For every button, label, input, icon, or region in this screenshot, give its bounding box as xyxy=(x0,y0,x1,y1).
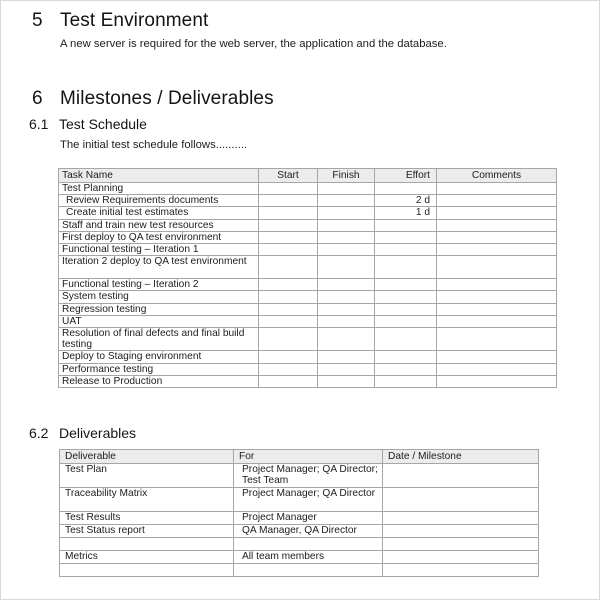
schedule-table-body xyxy=(59,183,557,388)
cell-deliverable: Metrics xyxy=(60,551,234,564)
cell-comments xyxy=(437,207,557,219)
cell-effort xyxy=(375,219,437,231)
cell-finish xyxy=(318,328,375,351)
cell-comments xyxy=(437,256,557,279)
cell-deliverable: Test Results xyxy=(60,512,234,525)
cell-effort xyxy=(375,303,437,315)
table-row xyxy=(59,351,557,363)
cell-finish xyxy=(318,315,375,327)
cell-finish xyxy=(318,291,375,303)
cell-effort xyxy=(375,351,437,363)
cell-date xyxy=(383,551,539,564)
section-6-heading xyxy=(32,88,274,110)
table-row xyxy=(59,303,557,315)
cell-effort xyxy=(375,363,437,375)
cell-task: Deploy to Staging environment xyxy=(59,351,259,363)
column-header-deliverable: Deliverable xyxy=(60,450,234,464)
cell-effort xyxy=(375,375,437,387)
section-6-1-heading xyxy=(29,116,147,132)
table-row xyxy=(59,291,557,303)
cell-finish xyxy=(318,244,375,256)
cell-finish xyxy=(318,219,375,231)
cell-finish xyxy=(318,256,375,279)
table-row xyxy=(59,256,557,279)
cell-finish xyxy=(318,231,375,243)
cell-start xyxy=(259,279,318,291)
cell-task: First deploy to QA test environment xyxy=(59,231,259,243)
table-row xyxy=(60,464,539,488)
cell-finish xyxy=(318,303,375,315)
cell-task: Release to Production xyxy=(59,375,259,387)
table-header-row xyxy=(59,169,557,183)
section-6-2-number: 6.2 xyxy=(29,425,49,441)
cell-date xyxy=(383,525,539,538)
cell-effort xyxy=(375,315,437,327)
cell-comments xyxy=(437,231,557,243)
section-6-number: 6 xyxy=(32,88,43,109)
cell-date xyxy=(383,488,539,512)
cell-effort xyxy=(375,328,437,351)
cell-effort xyxy=(375,256,437,279)
cell-comments xyxy=(437,183,557,195)
cell-effort xyxy=(375,279,437,291)
cell-for: All team members xyxy=(234,551,383,564)
cell-task: Review Requirements documents xyxy=(59,195,259,207)
cell-finish xyxy=(318,363,375,375)
test-schedule-table xyxy=(58,168,557,388)
table-row xyxy=(59,328,557,351)
cell-effort xyxy=(375,231,437,243)
table-row xyxy=(59,219,557,231)
cell-for: Project Manager; QA Director; Test Team xyxy=(234,464,383,488)
section-5-heading xyxy=(32,10,208,32)
cell-finish xyxy=(318,207,375,219)
document-body xyxy=(1,1,599,599)
cell-finish xyxy=(318,195,375,207)
cell-comments xyxy=(437,328,557,351)
cell-date xyxy=(383,564,539,577)
schedule-table-header xyxy=(59,169,557,183)
cell-effort xyxy=(375,183,437,195)
cell-date xyxy=(383,512,539,525)
cell-effort: 1 d xyxy=(375,207,437,219)
cell-comments xyxy=(437,219,557,231)
table-row xyxy=(60,525,539,538)
section-6-1-title: Test Schedule xyxy=(59,116,147,132)
cell-date xyxy=(383,538,539,551)
table-header-row xyxy=(60,450,539,464)
deliverables-table-body xyxy=(60,464,539,577)
table-row xyxy=(59,244,557,256)
cell-effort xyxy=(375,244,437,256)
cell-start xyxy=(259,195,318,207)
cell-start xyxy=(259,219,318,231)
cell-deliverable: Test Status report xyxy=(60,525,234,538)
cell-start xyxy=(259,207,318,219)
cell-comments xyxy=(437,351,557,363)
cell-task: Create initial test estimates xyxy=(59,207,259,219)
column-header-task-name: Task Name xyxy=(59,169,259,183)
cell-for xyxy=(234,564,383,577)
cell-start xyxy=(259,244,318,256)
column-header-date-milestone: Date / Milestone xyxy=(383,450,539,464)
cell-for: QA Manager, QA Director xyxy=(234,525,383,538)
cell-for xyxy=(234,538,383,551)
cell-comments xyxy=(437,303,557,315)
cell-comments xyxy=(437,363,557,375)
cell-for: Project Manager xyxy=(234,512,383,525)
cell-for: Project Manager; QA Director xyxy=(234,488,383,512)
section-6-title: Milestones / Deliverables xyxy=(60,88,274,109)
cell-finish xyxy=(318,183,375,195)
cell-task: Functional testing – Iteration 1 xyxy=(59,244,259,256)
cell-start xyxy=(259,351,318,363)
table-row xyxy=(60,551,539,564)
cell-start xyxy=(259,231,318,243)
cell-effort: 2 d xyxy=(375,195,437,207)
cell-start xyxy=(259,375,318,387)
cell-start xyxy=(259,303,318,315)
cell-start xyxy=(259,183,318,195)
table-row xyxy=(59,183,557,195)
cell-comments xyxy=(437,315,557,327)
cell-task: Functional testing – Iteration 2 xyxy=(59,279,259,291)
cell-finish xyxy=(318,279,375,291)
section-5-title: Test Environment xyxy=(60,10,209,31)
section-5-paragraph: A new server is required for the web server, the application and the database. xyxy=(60,38,447,50)
column-header-comments: Comments xyxy=(437,169,557,183)
cell-start xyxy=(259,328,318,351)
table-row xyxy=(59,363,557,375)
cell-deliverable xyxy=(60,538,234,551)
cell-effort xyxy=(375,291,437,303)
section-6-1-paragraph: The initial test schedule follows.......... xyxy=(60,139,248,151)
cell-finish xyxy=(318,375,375,387)
cell-task: Regression testing xyxy=(59,303,259,315)
table-row xyxy=(59,279,557,291)
section-6-2-heading xyxy=(29,425,136,441)
deliverables-table xyxy=(59,449,539,577)
cell-deliverable: Test Plan xyxy=(60,464,234,488)
table-row xyxy=(60,488,539,512)
cell-start xyxy=(259,315,318,327)
column-header-for: For xyxy=(234,450,383,464)
cell-comments xyxy=(437,279,557,291)
cell-task: Resolution of final defects and final build testing xyxy=(59,328,259,351)
cell-start xyxy=(259,291,318,303)
table-row xyxy=(59,231,557,243)
table-row xyxy=(59,315,557,327)
cell-task: Iteration 2 deploy to QA test environment xyxy=(59,256,259,279)
cell-date xyxy=(383,464,539,488)
section-6-1-number: 6.1 xyxy=(29,116,49,132)
cell-comments xyxy=(437,375,557,387)
cell-finish xyxy=(318,351,375,363)
section-5-number: 5 xyxy=(32,10,43,31)
table-row xyxy=(60,538,539,551)
cell-deliverable xyxy=(60,564,234,577)
table-row xyxy=(60,564,539,577)
cell-comments xyxy=(437,291,557,303)
cell-start xyxy=(259,363,318,375)
table-row xyxy=(60,512,539,525)
cell-task: UAT xyxy=(59,315,259,327)
cell-comments xyxy=(437,195,557,207)
cell-task: Performance testing xyxy=(59,363,259,375)
column-header-effort: Effort xyxy=(375,169,437,183)
cell-task: Test Planning xyxy=(59,183,259,195)
column-header-finish: Finish xyxy=(318,169,375,183)
deliverables-table-header xyxy=(60,450,539,464)
table-row xyxy=(59,195,557,207)
column-header-start: Start xyxy=(259,169,318,183)
cell-task: Staff and train new test resources xyxy=(59,219,259,231)
cell-start xyxy=(259,256,318,279)
section-6-2-title: Deliverables xyxy=(59,425,137,441)
table-row xyxy=(59,375,557,387)
cell-task: System testing xyxy=(59,291,259,303)
cell-deliverable: Traceability Matrix xyxy=(60,488,234,512)
cell-comments xyxy=(437,244,557,256)
table-row xyxy=(59,207,557,219)
